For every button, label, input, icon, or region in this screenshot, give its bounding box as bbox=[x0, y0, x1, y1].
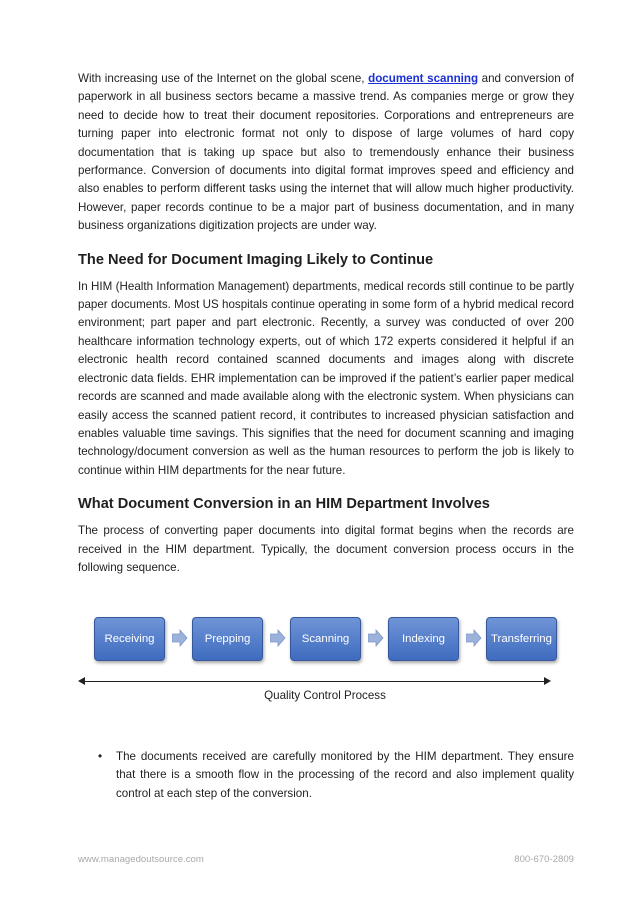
flow-step-indexing: Indexing bbox=[388, 617, 459, 661]
bullet-list bbox=[98, 748, 574, 803]
flow-step-prepping: Prepping bbox=[192, 617, 263, 661]
flow-arrow-icon bbox=[466, 629, 482, 647]
footer-website: www.managedoutsource.com bbox=[78, 854, 204, 865]
bullet-icon: • bbox=[98, 750, 103, 763]
section-heading-conversion: What Document Conversion in an HIM Department Involves bbox=[78, 496, 490, 513]
intro-text-end: and conversion of paperwork in all business sectors became a massive trend. As companies merge or grow they need to decide how to treat their document repositories. Corporations and entrepreneurs are turning paper into electronic format not only to dispose of large volumes of hard copy documentation that is taking up space but also to tremendously enhance their business performance. Conversion of documents into digital format improves speed and efficiency and also enables to perform different tasks using the internet that will allow much higher productivity. However, paper records continue to be a major part of business documentation, and in many business organizations digitization projects are under way. bbox=[78, 72, 574, 233]
quality-arrow-right-head bbox=[544, 677, 551, 685]
flow-step-receiving: Receiving bbox=[94, 617, 165, 661]
document-scanning-link[interactable]: document scanning bbox=[368, 72, 479, 85]
flow-step-scanning: Scanning bbox=[290, 617, 361, 661]
footer-phone: 800-670-2809 bbox=[514, 854, 574, 865]
intro-paragraph bbox=[78, 70, 574, 236]
intro-text-start: With increasing use of the Internet on the global scene, bbox=[78, 72, 369, 85]
flow-arrow-icon bbox=[368, 629, 384, 647]
section-need-paragraph: In HIM (Health Information Management) departments, medical records still continue to be partly paper documents. Most US hospitals continue operating in some form of a hybrid medical record environment; part paper and part electronic. Recently, a survey was conducted of over 200 healthcare information technology experts, out of which 172 experts considered it helpful if an electronic health record contained scanned documents and images along with discrete electronic data fields. EHR implementation can be improved if the patient’s earlier paper medical records are scanned and made available along with the electronic system. When physicians can easily access the scanned patient record, it contributes to increased physician satisfaction and enables valuable time savings. This signifies that the need for document scanning and imaging technology/document conversion as well as the human resources to perform the job is likely to continue within HIM departments for the near future. bbox=[78, 279, 574, 477]
quality-control-label: Quality Control Process bbox=[264, 689, 386, 702]
flow-step-transferring: Transferring bbox=[486, 617, 557, 661]
flow-arrow-icon bbox=[270, 629, 286, 647]
section-conversion-paragraph: The process of converting paper documents into digital format begins when the records are received in the HIM department. Typically, the document conversion process occurs in the following sequence. bbox=[78, 524, 574, 574]
section-heading-need: The Need for Document Imaging Likely to Continue bbox=[78, 251, 434, 268]
document-page bbox=[78, 70, 574, 577]
bullet-item: The documents received are carefully monitored by the HIM department. They ensure that there is a smooth flow in the processing of the record and also implement quality control at each step of the conversion. bbox=[116, 750, 574, 800]
flow-arrow-icon bbox=[172, 629, 188, 647]
quality-control-line bbox=[82, 681, 548, 682]
conversion-flow-diagram bbox=[78, 617, 558, 717]
